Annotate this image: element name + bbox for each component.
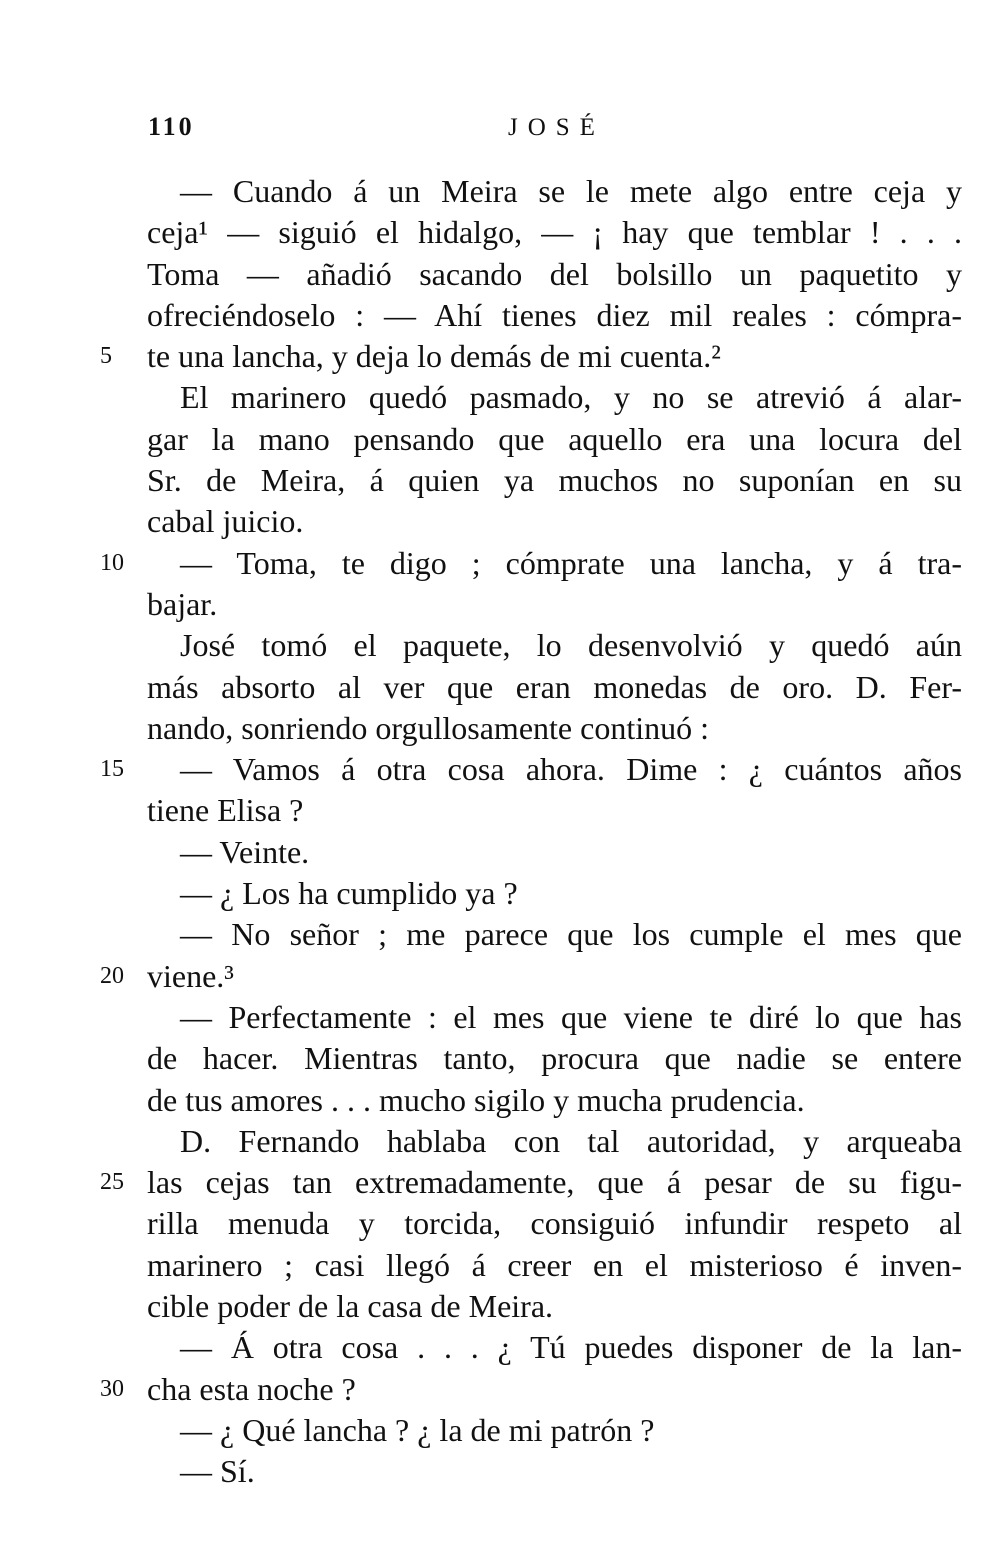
text-line: [0, 997, 1000, 1038]
line-text: — No señor ; me parece que los cumple el mes que: [180, 916, 962, 953]
text-line: [0, 1451, 1000, 1492]
text-line: [0, 1080, 1000, 1121]
running-title: JOSÉ: [508, 114, 605, 141]
line-text: te una lancha, y deja lo demás de mi cuenta.²: [147, 338, 721, 375]
text-line: [0, 1327, 1000, 1368]
line-text: marinero ; casi llegó á creer en el misterioso é inven-: [147, 1246, 962, 1283]
text-line: [0, 584, 1000, 625]
text-line: [0, 460, 1000, 501]
text-line: [0, 1245, 1000, 1286]
line-text: cible poder de la casa de Meira.: [147, 1288, 554, 1325]
text-line: [0, 377, 1000, 418]
line-text: nando, sonriendo orgullosamente continuó :: [147, 709, 709, 746]
text-line: [0, 543, 1000, 584]
line-text: cha esta noche ?: [147, 1370, 356, 1407]
line-text: — Toma, te digo ; cómprate una lancha, y á tra-: [180, 544, 962, 581]
line-number: 25: [100, 1169, 124, 1196]
line-text: — Perfectamente : el mes que viene te diré lo que has: [180, 998, 962, 1035]
text-line: [0, 295, 1000, 336]
line-number: 15: [100, 756, 124, 783]
text-line: [0, 625, 1000, 666]
text-line: [0, 1203, 1000, 1244]
line-text: — ¿ Qué lancha ? ¿ la de mi patrón ?: [180, 1411, 655, 1448]
text-line: [0, 832, 1000, 873]
line-text: las cejas tan extremadamente, que á pesar de su figu-: [147, 1164, 962, 1201]
text-line: [0, 212, 1000, 253]
running-head: [0, 112, 1000, 152]
line-text: tiene Elisa ?: [147, 792, 304, 829]
page-number: 110: [148, 112, 195, 141]
line-text: — Sí.: [180, 1453, 255, 1490]
line-text: bajar.: [147, 585, 218, 622]
line-text: El marinero quedó pasmado, y no se atrevió á alar-: [180, 379, 962, 416]
line-text: — Cuando á un Meira se le mete algo entre ceja y: [180, 173, 962, 209]
line-number: 20: [100, 962, 124, 989]
text-line: [0, 749, 1000, 790]
text-line: [0, 790, 1000, 831]
text-line: [0, 914, 1000, 955]
text-line: [0, 1410, 1000, 1451]
text-line: [0, 171, 1000, 212]
text-line: [0, 873, 1000, 914]
line-text: rilla menuda y torcida, consiguió infundir respeto al: [147, 1205, 962, 1242]
line-text: — ¿ Los ha cumplido ya ?: [180, 875, 518, 912]
line-text: más absorto al ver que eran monedas de oro. D. Fer-: [147, 668, 962, 705]
line-text: Sr. de Meira, á quien ya muchos no suponían en su: [147, 462, 962, 499]
line-number: 10: [100, 549, 124, 576]
line-text: José tomó el paquete, lo desenvolvió y quedó aún: [180, 627, 962, 664]
line-text: D. Fernando hablaba con tal autoridad, y arqueaba: [180, 1122, 962, 1159]
text-line: [0, 1038, 1000, 1079]
line-text: gar la mano pensando que aquello era una locura del: [147, 420, 962, 457]
text-line: [0, 708, 1000, 749]
text-line: [0, 667, 1000, 708]
line-text: de hacer. Mientras tanto, procura que nadie se entere: [147, 1040, 962, 1077]
text-line: [0, 1162, 1000, 1203]
text-line: [0, 1369, 1000, 1410]
line-text: ofreciéndoselo : — Ahí tienes diez mil reales : cómpra-: [147, 296, 962, 333]
text-line: [0, 501, 1000, 542]
text-line: [0, 419, 1000, 460]
text-line: [0, 336, 1000, 377]
text-line: [0, 1121, 1000, 1162]
line-text: ceja¹ — siguió el hidalgo, — ¡ hay que temblar ! . . .: [147, 214, 962, 251]
text-body: [0, 171, 1000, 1493]
line-number: 30: [100, 1375, 124, 1402]
line-text: — Vamos á otra cosa ahora. Dime : ¿ cuántos años: [180, 751, 962, 788]
line-number: 5: [100, 343, 112, 370]
line-text: viene.³: [147, 957, 234, 994]
line-text: cabal juicio.: [147, 503, 304, 540]
line-text: — Veinte.: [180, 833, 310, 870]
text-line: [0, 254, 1000, 295]
line-text: — Á otra cosa . . . ¿ Tú puedes disponer de la lan-: [180, 1329, 962, 1366]
line-text: de tus amores . . . mucho sigilo y mucha prudencia.: [147, 1081, 805, 1118]
text-line: [0, 1286, 1000, 1327]
line-text: Toma — añadió sacando del bolsillo un paquetito y: [147, 255, 962, 292]
text-line: [0, 956, 1000, 997]
